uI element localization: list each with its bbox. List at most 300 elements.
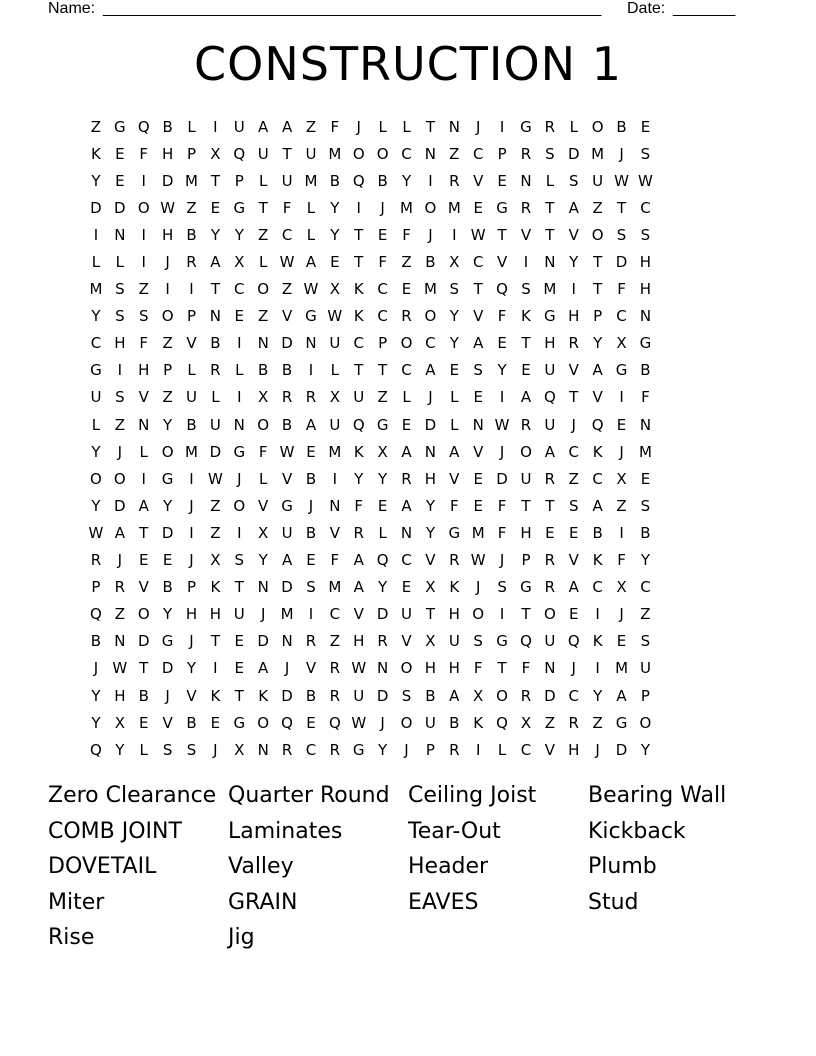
grid-letter[interactable]: R	[520, 144, 532, 163]
grid-letter[interactable]: E	[138, 551, 149, 570]
grid-letter[interactable]: K	[258, 686, 269, 705]
grid-letter[interactable]: A	[449, 442, 460, 461]
grid-letter[interactable]: H	[448, 605, 460, 624]
grid-letter[interactable]: K	[592, 442, 603, 461]
grid-letter[interactable]: I	[141, 253, 146, 272]
grid-letter[interactable]: S	[640, 496, 651, 515]
grid-letter[interactable]: D	[424, 415, 437, 434]
grid-letter[interactable]: R	[186, 253, 197, 272]
grid-letter[interactable]: I	[595, 659, 600, 678]
grid-letter[interactable]: B	[186, 225, 197, 244]
grid-letter[interactable]: V	[281, 307, 293, 326]
grid-letter[interactable]: P	[593, 307, 603, 326]
grid-letter[interactable]: Y	[91, 496, 101, 515]
grid-letter[interactable]: K	[91, 144, 101, 163]
grid-letter[interactable]: J	[404, 740, 409, 759]
grid-letter[interactable]: Y	[258, 551, 268, 570]
grid-letter[interactable]: N	[424, 442, 437, 461]
grid-letter[interactable]: T	[139, 659, 149, 678]
grid-letter[interactable]: Y	[91, 442, 101, 461]
grid-letter[interactable]: U	[209, 415, 221, 434]
grid-letter[interactable]: Z	[114, 415, 125, 434]
grid-letter[interactable]: Q	[496, 713, 508, 732]
grid-letter[interactable]: U	[329, 415, 341, 434]
grid-letter[interactable]: C	[472, 253, 484, 272]
grid-letter[interactable]: Y	[378, 469, 388, 488]
grid-letter[interactable]: E	[473, 469, 483, 488]
grid-letter[interactable]: J	[189, 551, 194, 570]
grid-letter[interactable]: T	[354, 225, 364, 244]
grid-letter[interactable]: B	[305, 523, 317, 542]
grid-letter[interactable]: N	[544, 659, 556, 678]
grid-letter[interactable]: C	[592, 578, 603, 597]
grid-letter[interactable]: K	[353, 280, 364, 299]
grid-letter[interactable]: N	[520, 171, 532, 190]
grid-letter[interactable]: T	[473, 280, 483, 299]
grid-letter[interactable]: R	[520, 415, 532, 434]
grid-letter[interactable]: Z	[377, 388, 388, 407]
grid-letter[interactable]: I	[571, 280, 576, 299]
grid-letter[interactable]: B	[162, 117, 173, 136]
grid-letter[interactable]: H	[568, 740, 580, 759]
grid-letter[interactable]: T	[378, 361, 388, 380]
grid-letter[interactable]: A	[258, 659, 269, 678]
grid-letter[interactable]: V	[496, 253, 508, 272]
grid-letter[interactable]: T	[425, 605, 435, 624]
grid-letter[interactable]: S	[473, 361, 483, 380]
grid-letter[interactable]: C	[640, 578, 651, 597]
grid-letter[interactable]: V	[568, 551, 579, 570]
grid-letter[interactable]: Z	[305, 117, 317, 136]
grid-letter[interactable]: P	[497, 144, 507, 163]
grid-letter[interactable]: B	[616, 117, 627, 136]
grid-letter[interactable]: Z	[568, 469, 579, 488]
grid-letter[interactable]: J	[380, 198, 385, 217]
grid-letter[interactable]: H	[161, 144, 174, 163]
grid-letter[interactable]: L	[259, 171, 268, 190]
grid-letter[interactable]: S	[115, 388, 125, 407]
grid-letter[interactable]: O	[543, 605, 556, 624]
grid-letter[interactable]: Y	[378, 740, 388, 759]
grid-letter[interactable]: S	[616, 225, 627, 244]
grid-letter[interactable]: V	[568, 225, 579, 244]
grid-letter[interactable]: Q	[90, 605, 102, 624]
grid-letter[interactable]: P	[425, 740, 435, 759]
grid-letter[interactable]: R	[210, 361, 221, 380]
grid-letter[interactable]: N	[257, 578, 269, 597]
grid-letter[interactable]: W	[351, 659, 367, 678]
grid-letter[interactable]: H	[353, 632, 365, 651]
grid-letter[interactable]: B	[281, 361, 293, 380]
grid-letter[interactable]: C	[520, 740, 532, 759]
grid-letter[interactable]: B	[210, 334, 221, 353]
grid-letter[interactable]: H	[424, 659, 437, 678]
grid-letter[interactable]: E	[449, 361, 460, 380]
grid-letter[interactable]: N	[138, 415, 150, 434]
grid-letter[interactable]: E	[162, 551, 173, 570]
grid-letter[interactable]: T	[234, 686, 244, 705]
grid-letter[interactable]: H	[185, 605, 198, 624]
grid-letter[interactable]: N	[639, 307, 652, 326]
grid-letter[interactable]: K	[210, 686, 221, 705]
grid-letter[interactable]: X	[425, 632, 436, 651]
grid-letter[interactable]: K	[449, 578, 460, 597]
grid-letter[interactable]: Q	[567, 632, 580, 651]
grid-letter[interactable]: Y	[163, 415, 173, 434]
grid-letter[interactable]: N	[472, 415, 484, 434]
grid-letter[interactable]: P	[234, 171, 244, 190]
grid-letter[interactable]: X	[377, 442, 388, 461]
grid-letter[interactable]: C	[472, 144, 484, 163]
grid-letter[interactable]: H	[161, 225, 174, 244]
grid-letter[interactable]: C	[329, 605, 341, 624]
grid-letter[interactable]: L	[187, 361, 196, 380]
grid-letter[interactable]: E	[377, 496, 388, 515]
grid-letter[interactable]: J	[595, 740, 600, 759]
grid-letter[interactable]: L	[235, 361, 244, 380]
grid-letter[interactable]: Y	[115, 740, 125, 759]
grid-letter[interactable]: M	[615, 659, 629, 678]
grid-letter[interactable]: Z	[401, 253, 412, 272]
grid-letter[interactable]: W	[351, 713, 367, 732]
grid-letter[interactable]: W	[279, 253, 295, 272]
grid-letter[interactable]: G	[352, 740, 365, 759]
grid-letter[interactable]: L	[306, 198, 316, 217]
grid-letter[interactable]: A	[616, 686, 627, 705]
grid-letter[interactable]: D	[281, 334, 293, 353]
grid-letter[interactable]: Z	[616, 496, 627, 515]
grid-letter[interactable]: N	[448, 117, 460, 136]
grid-letter[interactable]: G	[639, 334, 652, 353]
grid-letter[interactable]: U	[233, 605, 245, 624]
grid-letter[interactable]: P	[640, 686, 650, 705]
grid-letter[interactable]: U	[448, 632, 460, 651]
grid-letter[interactable]: W	[614, 171, 629, 190]
grid-letter[interactable]: U	[329, 334, 341, 353]
grid-letter[interactable]: Z	[210, 523, 221, 542]
grid-letter[interactable]: D	[615, 253, 628, 272]
grid-letter[interactable]: F	[617, 280, 626, 299]
grid-letter[interactable]: M	[400, 198, 413, 217]
grid-letter[interactable]: Z	[138, 280, 149, 299]
grid-letter[interactable]: U	[305, 144, 317, 163]
grid-letter[interactable]: U	[233, 117, 245, 136]
grid-letter[interactable]: R	[329, 659, 341, 678]
grid-letter[interactable]: O	[376, 144, 389, 163]
grid-letter[interactable]: Y	[330, 198, 340, 217]
grid-letter[interactable]: B	[281, 415, 293, 434]
grid-letter[interactable]: Z	[329, 632, 340, 651]
grid-letter[interactable]: A	[305, 415, 317, 434]
grid-letter[interactable]: Y	[449, 307, 459, 326]
grid-letter[interactable]: B	[186, 415, 197, 434]
grid-letter[interactable]: R	[329, 686, 341, 705]
grid-letter[interactable]: A	[449, 686, 460, 705]
grid-letter[interactable]: T	[593, 280, 603, 299]
grid-letter[interactable]: G	[544, 307, 556, 326]
grid-letter[interactable]: M	[328, 442, 342, 461]
grid-letter[interactable]: O	[113, 469, 126, 488]
grid-letter[interactable]: G	[161, 632, 174, 651]
grid-letter[interactable]: Y	[449, 334, 459, 353]
grid-letter[interactable]: D	[161, 171, 174, 190]
grid-letter[interactable]: G	[233, 713, 246, 732]
grid-letter[interactable]: B	[305, 469, 317, 488]
grid-letter[interactable]: T	[210, 632, 220, 651]
grid-letter[interactable]: L	[497, 740, 507, 759]
grid-letter[interactable]: G	[233, 198, 246, 217]
grid-letter[interactable]: C	[592, 469, 603, 488]
grid-letter[interactable]: A	[305, 253, 317, 272]
grid-letter[interactable]: O	[424, 307, 437, 326]
grid-letter[interactable]: X	[329, 280, 340, 299]
grid-letter[interactable]: Q	[376, 551, 389, 570]
grid-letter[interactable]: W	[160, 198, 176, 217]
grid-letter[interactable]: R	[305, 388, 317, 407]
grid-letter[interactable]: V	[401, 632, 412, 651]
grid-letter[interactable]: O	[400, 334, 413, 353]
grid-letter[interactable]: V	[473, 442, 484, 461]
grid-letter[interactable]: L	[139, 740, 148, 759]
grid-letter[interactable]: V	[138, 388, 149, 407]
grid-letter[interactable]: X	[616, 334, 627, 353]
grid-letter[interactable]: Q	[233, 144, 246, 163]
grid-letter[interactable]: P	[186, 144, 197, 163]
grid-letter[interactable]: C	[568, 442, 579, 461]
grid-letter[interactable]: L	[115, 253, 125, 272]
grid-letter[interactable]: D	[90, 198, 102, 217]
grid-letter[interactable]: J	[117, 442, 123, 461]
grid-letter[interactable]: Y	[163, 496, 173, 515]
grid-letter[interactable]: E	[210, 713, 221, 732]
grid-letter[interactable]: E	[640, 117, 651, 136]
grid-letter[interactable]: J	[308, 496, 314, 515]
grid-letter[interactable]: U	[257, 144, 269, 163]
grid-letter[interactable]: X	[616, 469, 627, 488]
grid-letter[interactable]: R	[544, 578, 556, 597]
grid-letter[interactable]: Q	[352, 171, 365, 190]
grid-letter[interactable]: T	[139, 523, 149, 542]
grid-letter[interactable]: T	[497, 225, 507, 244]
grid-letter[interactable]: L	[569, 117, 578, 136]
grid-letter[interactable]: O	[137, 198, 150, 217]
grid-letter[interactable]: D	[161, 523, 174, 542]
grid-letter[interactable]: S	[162, 740, 173, 759]
grid-letter[interactable]: G	[233, 442, 246, 461]
grid-letter[interactable]: L	[306, 225, 316, 244]
grid-letter[interactable]: U	[90, 388, 102, 407]
grid-letter[interactable]: X	[616, 578, 627, 597]
grid-letter[interactable]: H	[138, 361, 150, 380]
grid-letter[interactable]: S	[568, 496, 579, 515]
grid-letter[interactable]: I	[165, 280, 170, 299]
grid-letter[interactable]: L	[259, 469, 268, 488]
grid-letter[interactable]: Q	[520, 632, 532, 651]
grid-letter[interactable]: X	[520, 713, 532, 732]
grid-letter[interactable]: Z	[592, 198, 603, 217]
grid-letter[interactable]: W	[470, 551, 486, 570]
grid-letter[interactable]: J	[93, 659, 99, 678]
grid-letter[interactable]: J	[189, 496, 194, 515]
grid-letter[interactable]: Z	[90, 117, 102, 136]
grid-letter[interactable]: A	[401, 442, 412, 461]
grid-letter[interactable]: B	[377, 171, 388, 190]
grid-letter[interactable]: D	[281, 686, 293, 705]
grid-letter[interactable]: K	[592, 632, 603, 651]
grid-letter[interactable]: U	[353, 686, 365, 705]
grid-letter[interactable]: M	[471, 523, 485, 542]
grid-letter[interactable]: N	[257, 740, 269, 759]
grid-letter[interactable]: O	[400, 713, 413, 732]
grid-letter[interactable]: I	[332, 469, 338, 488]
grid-letter[interactable]: T	[545, 225, 555, 244]
grid-letter[interactable]: R	[544, 117, 556, 136]
grid-letter[interactable]: H	[424, 469, 437, 488]
grid-letter[interactable]: J	[619, 442, 624, 461]
grid-letter[interactable]: I	[452, 225, 457, 244]
grid-letter[interactable]: T	[521, 334, 531, 353]
grid-letter[interactable]: G	[161, 469, 174, 488]
grid-letter[interactable]: Y	[401, 171, 412, 190]
grid-letter[interactable]: E	[377, 225, 388, 244]
grid-letter[interactable]: L	[139, 442, 148, 461]
grid-letter[interactable]: L	[450, 388, 459, 407]
grid-letter[interactable]: S	[568, 171, 579, 190]
grid-letter[interactable]: K	[353, 442, 364, 461]
grid-letter[interactable]: F	[641, 388, 650, 407]
grid-letter[interactable]: R	[544, 551, 556, 570]
grid-letter[interactable]: I	[141, 469, 146, 488]
grid-letter[interactable]: E	[569, 523, 579, 542]
grid-letter[interactable]: F	[330, 551, 340, 570]
grid-letter[interactable]: T	[569, 388, 579, 407]
grid-letter[interactable]: E	[497, 334, 507, 353]
grid-letter[interactable]: Y	[593, 334, 603, 353]
grid-letter[interactable]: J	[356, 117, 361, 136]
grid-letter[interactable]: G	[305, 307, 317, 326]
grid-letter[interactable]: V	[473, 171, 484, 190]
grid-letter[interactable]: N	[305, 334, 317, 353]
grid-letter[interactable]: F	[258, 442, 268, 461]
grid-letter[interactable]: U	[639, 659, 651, 678]
grid-letter[interactable]: L	[211, 388, 220, 407]
grid-letter[interactable]: E	[401, 578, 412, 597]
grid-letter[interactable]: F	[497, 496, 507, 515]
grid-letter[interactable]: F	[497, 523, 507, 542]
grid-letter[interactable]: R	[281, 388, 293, 407]
grid-letter[interactable]: Y	[91, 713, 101, 732]
grid-letter[interactable]: T	[521, 496, 531, 515]
grid-letter[interactable]: I	[189, 523, 194, 542]
grid-letter[interactable]: A	[568, 578, 579, 597]
grid-letter[interactable]: I	[619, 388, 624, 407]
grid-letter[interactable]: U	[186, 388, 197, 407]
grid-letter[interactable]: Z	[186, 198, 197, 217]
grid-letter[interactable]: V	[305, 659, 317, 678]
grid-letter[interactable]: A	[592, 361, 603, 380]
grid-letter[interactable]: Q	[281, 713, 293, 732]
grid-letter[interactable]: C	[377, 280, 388, 299]
grid-letter[interactable]: C	[401, 551, 412, 570]
grid-letter[interactable]: R	[520, 198, 532, 217]
grid-letter[interactable]: E	[569, 605, 579, 624]
grid-letter[interactable]: I	[117, 361, 123, 380]
grid-letter[interactable]: M	[185, 442, 198, 461]
grid-letter[interactable]: B	[329, 171, 340, 190]
grid-letter[interactable]: Z	[592, 713, 603, 732]
grid-letter[interactable]: O	[496, 686, 508, 705]
grid-letter[interactable]: T	[521, 605, 531, 624]
grid-letter[interactable]: W	[327, 307, 343, 326]
grid-letter[interactable]: E	[473, 496, 483, 515]
grid-letter[interactable]: H	[639, 280, 652, 299]
grid-letter[interactable]: I	[237, 388, 242, 407]
grid-letter[interactable]: J	[428, 388, 433, 407]
grid-letter[interactable]: Y	[234, 225, 244, 244]
grid-letter[interactable]: M	[328, 578, 342, 597]
grid-letter[interactable]: O	[233, 496, 246, 515]
grid-letter[interactable]: X	[449, 253, 460, 272]
grid-letter[interactable]: R	[449, 171, 460, 190]
grid-letter[interactable]: D	[376, 605, 389, 624]
grid-letter[interactable]: S	[234, 551, 245, 570]
grid-letter[interactable]: O	[257, 415, 270, 434]
grid-letter[interactable]: E	[306, 713, 316, 732]
grid-letter[interactable]: U	[353, 388, 365, 407]
grid-letter[interactable]: D	[544, 686, 556, 705]
grid-letter[interactable]: X	[234, 253, 245, 272]
grid-letter[interactable]: D	[496, 469, 508, 488]
grid-letter[interactable]: O	[591, 117, 604, 136]
grid-letter[interactable]: M	[447, 198, 461, 217]
grid-letter[interactable]: V	[258, 496, 269, 515]
grid-letter[interactable]: W	[279, 442, 295, 461]
grid-letter[interactable]: Z	[210, 496, 221, 515]
grid-letter[interactable]: X	[473, 686, 484, 705]
grid-letter[interactable]: Y	[330, 225, 340, 244]
grid-letter[interactable]: L	[91, 253, 101, 272]
grid-letter[interactable]: G	[496, 632, 508, 651]
grid-letter[interactable]: R	[449, 551, 460, 570]
grid-letter[interactable]: U	[544, 632, 556, 651]
grid-letter[interactable]: H	[639, 253, 652, 272]
grid-letter[interactable]: C	[305, 740, 317, 759]
grid-letter[interactable]: I	[499, 388, 505, 407]
grid-letter[interactable]: R	[520, 686, 532, 705]
grid-letter[interactable]: I	[237, 334, 242, 353]
grid-letter[interactable]: Z	[258, 225, 269, 244]
grid-letter[interactable]: J	[475, 578, 481, 597]
grid-letter[interactable]: E	[473, 388, 483, 407]
grid-letter[interactable]: Y	[425, 523, 435, 542]
name-line[interactable]: ________________________________________________________	[103, 0, 602, 17]
grid-letter[interactable]: Y	[640, 740, 651, 759]
grid-letter[interactable]: H	[209, 605, 222, 624]
grid-letter[interactable]: F	[521, 659, 531, 678]
grid-letter[interactable]: S	[545, 144, 555, 163]
grid-letter[interactable]: L	[545, 171, 555, 190]
grid-letter[interactable]: D	[114, 198, 126, 217]
grid-letter[interactable]: M	[543, 280, 557, 299]
grid-letter[interactable]: J	[380, 713, 385, 732]
grid-letter[interactable]: V	[544, 740, 555, 759]
grid-letter[interactable]: V	[520, 225, 532, 244]
grid-letter[interactable]: L	[259, 253, 268, 272]
grid-letter[interactable]: C	[281, 225, 293, 244]
grid-letter[interactable]: J	[499, 442, 505, 461]
grid-letter[interactable]: S	[449, 280, 460, 299]
grid-letter[interactable]: W	[112, 659, 128, 678]
